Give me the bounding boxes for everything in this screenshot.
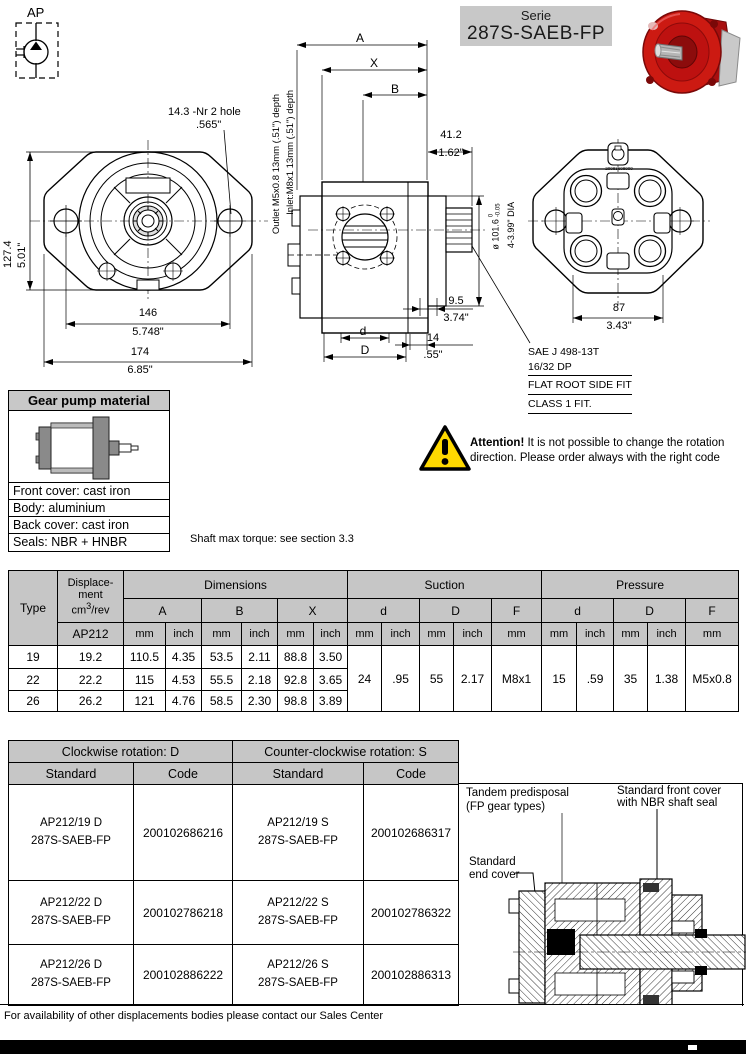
cell-type: 19	[9, 646, 58, 669]
pump-sideview-icon	[9, 411, 167, 481]
footer-bar-mark	[688, 1045, 697, 1050]
sub-suction-f: F	[492, 599, 542, 623]
cell-type: 22	[9, 669, 58, 691]
torque-note: Shaft max torque: see section 3.3	[190, 533, 354, 545]
cell-disp: 22.2	[58, 669, 124, 691]
unit-a-inch: inch	[166, 623, 202, 646]
cell-suction-d-in: .95	[382, 646, 420, 712]
label-tandem-1: Tandem predisposal	[466, 787, 569, 799]
label-tandem-2: (FP gear types)	[466, 801, 546, 813]
ap-pump-symbol	[14, 20, 76, 82]
cell-pressure-D-mm: 35	[614, 646, 648, 712]
cell-b-mm: 53.5	[202, 646, 242, 669]
cell-b-mm: 55.5	[202, 669, 242, 691]
cell-code-cw: 200102886222	[134, 945, 233, 1006]
dim-offset1-inch: 3.74"	[443, 312, 469, 324]
disp-line2: ment	[78, 588, 103, 601]
unit-pD-inch: inch	[648, 623, 686, 646]
dim-b-label: B	[390, 82, 399, 96]
cell-x-in: 3.50	[314, 646, 348, 669]
col-standard-ccw: Standard	[233, 763, 364, 785]
sub-suction-d: d	[348, 599, 420, 623]
cell-suction-D-mm: 55	[420, 646, 454, 712]
dim-backwidth-inch: 3.43"	[606, 320, 632, 332]
spline-pitch: 16/32 DP	[528, 360, 572, 373]
table-row	[9, 881, 459, 945]
model-line2: 287S-SAEB-FP	[258, 977, 338, 989]
cell-standard-ccw	[233, 881, 364, 945]
spline-note	[528, 345, 632, 416]
unit-x-inch: inch	[314, 623, 348, 646]
dim-offset2-mm: 14	[426, 332, 440, 344]
header-clockwise: Clockwise rotation: D	[9, 741, 233, 763]
attention-title: Attention!	[470, 437, 525, 449]
dim-width-inch: 6.85"	[127, 364, 153, 376]
tol-hi: 0	[488, 213, 495, 218]
sub-a: A	[124, 599, 202, 623]
unit-pf-mm: mm	[686, 623, 739, 646]
cell-code-ccw: 200102886313	[364, 945, 459, 1006]
model-line1: AP212/19 S	[267, 816, 329, 829]
disp-unit	[58, 601, 123, 617]
unit-pd-inch: inch	[577, 623, 614, 646]
cell-a-mm: 121	[124, 691, 166, 712]
label-frontcover-1: Standard front cover	[617, 785, 722, 797]
dim-offset2-inch: .55"	[423, 349, 443, 361]
material-row-seals: Seals: NBR + HNBR	[13, 535, 128, 549]
cell-x-mm: 98.8	[278, 691, 314, 712]
dim-height-mm: 127.4	[2, 240, 14, 268]
cell-disp: 19.2	[58, 646, 124, 669]
order-code-table	[8, 740, 459, 1006]
unit-sf-mm: mm	[492, 623, 542, 646]
header-counterclockwise: Counter-clockwise rotation: S	[233, 741, 459, 763]
cell-x-mm: 88.8	[278, 646, 314, 669]
cell-pressure-f: M5x0.8	[686, 646, 739, 712]
warning-triangle-icon	[418, 424, 472, 474]
cell-pressure-d-mm: 15	[542, 646, 577, 712]
dim-hole-note: 14.3 -Nr 2 hole	[168, 106, 241, 118]
model-line1: AP212/22 D	[39, 896, 102, 909]
disp-line1: Displace-	[67, 576, 114, 589]
unit-sD-inch: inch	[454, 623, 492, 646]
group-dimensions: Dimensions	[124, 571, 348, 599]
cell-suction-d-mm: 24	[348, 646, 382, 712]
unit-sD-mm: mm	[420, 623, 454, 646]
cell-b-mm: 58.5	[202, 691, 242, 712]
dim-pilot-inch	[506, 182, 516, 268]
cell-standard-cw	[9, 881, 134, 945]
dim-offset1-mm: 9.5	[448, 295, 464, 307]
dim-pilot-dia	[489, 182, 502, 272]
model-line1: AP212/22 S	[267, 896, 329, 909]
cell-pressure-D-in: 1.38	[648, 646, 686, 712]
cell-code-ccw: 200102686317	[364, 785, 459, 881]
cell-pressure-d-in: .59	[577, 646, 614, 712]
series-name: 287S-SAEB-FP	[467, 23, 605, 44]
pilot-dia-tolerance	[489, 203, 502, 217]
cell-suction-D-in: 2.17	[454, 646, 492, 712]
cell-disp: 26.2	[58, 691, 124, 712]
unit-b-inch: inch	[242, 623, 278, 646]
material-row-front: Front cover: cast iron	[9, 483, 169, 500]
page-footer-bar	[0, 1040, 746, 1054]
model-line1: AP212/26 D	[39, 959, 102, 972]
attention-body: It is not possible to change the rotation direction. Please order always with the right code	[470, 437, 725, 464]
pilot-dia-value: ø 101.6	[490, 219, 500, 250]
model-line2: 287S-SAEB-FP	[31, 914, 111, 927]
label-endcover-2: end cover	[469, 869, 520, 881]
sub-b: B	[202, 599, 278, 623]
unit-x-mm: mm	[278, 623, 314, 646]
cell-standard-cw	[9, 785, 134, 881]
tol-lo: -0.05	[495, 203, 501, 218]
cell-a-mm: 110.5	[124, 646, 166, 669]
back-view-stamp: 20083608000	[605, 166, 633, 171]
dim-shaft-inch: 1.62"	[438, 147, 464, 159]
unit-pD-mm: mm	[614, 623, 648, 646]
cell-x-in: 3.89	[314, 691, 348, 712]
unit-b-mm: mm	[202, 623, 242, 646]
cell-b-in: 2.30	[242, 691, 278, 712]
table-row	[9, 646, 739, 669]
material-row-body: Body: aluminium	[9, 500, 169, 517]
material-box-title: Gear pump material	[9, 391, 169, 411]
dimensions-table	[8, 570, 739, 712]
cross-section-drawing	[455, 783, 746, 1005]
unit-sd-mm: mm	[348, 623, 382, 646]
dim-backwidth-mm: 87	[612, 302, 626, 314]
cell-standard-cw	[9, 945, 134, 1006]
sub-suction-D: D	[420, 599, 492, 623]
sub-pressure-f: F	[686, 599, 739, 623]
material-box-drawing	[9, 411, 169, 483]
col-type: Type	[9, 571, 58, 646]
outlet-note: Outlet M5x0.8 13mm (.51") depth	[271, 94, 282, 235]
group-suction: Suction	[348, 571, 542, 599]
model-line2: 287S-SAEB-FP	[31, 834, 111, 847]
pump-photo	[622, 0, 746, 100]
disp-unit-sup: 3	[86, 600, 92, 611]
cell-b-in: 2.18	[242, 669, 278, 691]
dim-x-label: X	[369, 56, 378, 70]
cell-b-in: 2.11	[242, 646, 278, 669]
footer-note: For availability of other displacements bodies please contact our Sales Center	[4, 1010, 384, 1022]
label-frontcover-2: with NBR shaft seal	[617, 797, 718, 809]
dim-a-label: A	[355, 31, 364, 45]
cell-code-cw: 200102686216	[134, 785, 233, 881]
cell-suction-f: M8x1	[492, 646, 542, 712]
table-row	[9, 945, 459, 1006]
col-code-ccw: Code	[364, 763, 459, 785]
pilot-inch-value: 4-3.99" DIA	[506, 201, 516, 249]
model-line1: AP212/19 D	[39, 816, 102, 829]
table-row	[9, 785, 459, 881]
cell-a-in: 4.35	[166, 646, 202, 669]
unit-a-mm: mm	[124, 623, 166, 646]
dim-shaft-mm: 41.2	[440, 129, 462, 141]
unit-pd-mm: mm	[542, 623, 577, 646]
cell-standard-ccw	[233, 785, 364, 881]
spline-standard: SAE J 498-13T	[528, 346, 600, 358]
col-standard-cw: Standard	[9, 763, 134, 785]
spline-class: CLASS 1 FIT.	[528, 397, 632, 414]
inlet-note: Inlet:M8x1 13mm (.51") depth	[285, 90, 296, 215]
cell-x-mm: 92.8	[278, 669, 314, 691]
cell-code-ccw: 200102786322	[364, 881, 459, 945]
disp-unit-base: cm	[71, 604, 87, 617]
col-displacement	[58, 571, 124, 623]
bottom-rule	[0, 1004, 744, 1005]
sub-pressure-d: d	[542, 599, 614, 623]
cell-a-mm: 115	[124, 669, 166, 691]
model-line2: 287S-SAEB-FP	[258, 914, 338, 927]
cell-a-in: 4.76	[166, 691, 202, 712]
cell-a-in: 4.53	[166, 669, 202, 691]
cell-type: 26	[9, 691, 58, 712]
sub-x: X	[278, 599, 348, 623]
cell-x-in: 3.65	[314, 669, 348, 691]
col-code-cw: Code	[134, 763, 233, 785]
disp-unit-rest: /rev	[91, 604, 110, 617]
unit-sd-inch: inch	[382, 623, 420, 646]
sub-pressure-D: D	[614, 599, 686, 623]
spline-fit: FLAT ROOT SIDE FIT	[528, 378, 632, 395]
spline-divider	[528, 375, 632, 376]
attention-text	[470, 436, 742, 466]
label-endcover-1: Standard	[469, 856, 516, 868]
dim-boltspacing-mm: 146	[138, 307, 158, 319]
model-line2: 287S-SAEB-FP	[31, 977, 111, 989]
ap-symbol-label: AP	[27, 5, 45, 20]
cell-standard-ccw	[233, 945, 364, 1006]
group-pressure: Pressure	[542, 571, 739, 599]
dim-port-d-label: d	[359, 324, 367, 338]
model-line2: 287S-SAEB-FP	[258, 834, 338, 847]
material-box	[8, 390, 170, 552]
cell-code-cw: 200102786218	[134, 881, 233, 945]
disp-series: AP212	[58, 623, 124, 646]
dim-hole-note-inch: .565"	[196, 119, 222, 131]
model-line1: AP212/26 S	[267, 959, 329, 972]
dim-width-mm: 174	[130, 346, 150, 358]
dim-height-inch: 5.01"	[16, 242, 28, 268]
series-label: Serie	[520, 8, 552, 23]
material-row-back: Back cover: cast iron	[9, 517, 169, 534]
dim-boltspacing-inch: 5.748"	[132, 326, 164, 338]
dim-port-D-label: D	[360, 343, 370, 357]
